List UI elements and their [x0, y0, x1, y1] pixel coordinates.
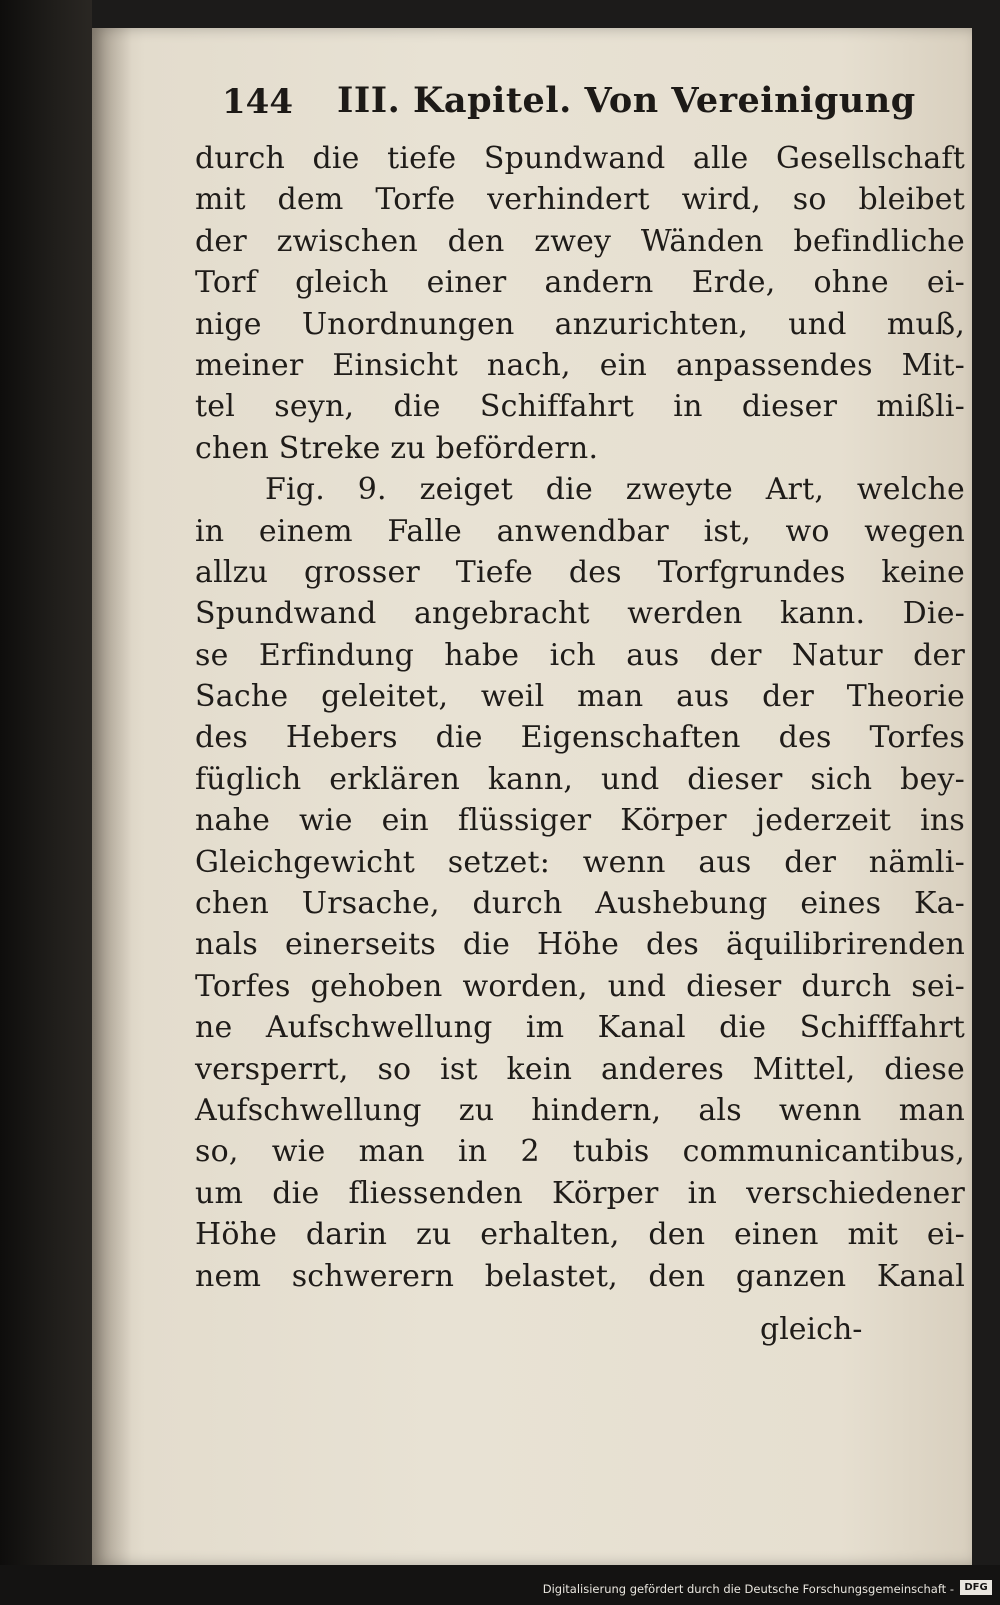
- page-header: [222, 80, 922, 130]
- digitization-credit: Digitalisierung gefördert durch die Deutsche Forschungsgemeinschaft -: [542, 1582, 954, 1596]
- text-line: nem schwerern belastet, den ganzen Kanal: [195, 1258, 965, 1294]
- text-line: nahe wie ein flüssiger Körper jederzeit ins: [195, 803, 965, 839]
- dfg-logo-icon: DFG: [960, 1580, 992, 1595]
- text-line: versperrt, so ist kein anderes Mittel, diese: [195, 1051, 965, 1087]
- text-line: des Hebers die Eigenschaften des Torfes: [195, 720, 965, 756]
- text-line: Höhe darin zu erhalten, den einen mit ei-: [195, 1217, 965, 1253]
- text-line: Torfes gehoben worden, und dieser durch sei-: [195, 968, 965, 1004]
- text-line: allzu grosser Tiefe des Torfgrundes keine: [195, 554, 965, 590]
- text-line: Sache geleitet, weil man aus der Theorie: [195, 679, 965, 715]
- text-line: nals einerseits die Höhe des äquilibrirenden: [195, 927, 965, 963]
- text-line: in einem Falle anwendbar ist, wo wegen: [195, 513, 965, 549]
- body-text: [195, 138, 965, 1297]
- scan-background: [0, 0, 92, 1605]
- text-line: so, wie man in 2 tubis communicantibus,: [195, 1134, 965, 1170]
- text-line: durch die tiefe Spundwand alle Gesellschaft: [195, 141, 965, 176]
- text-line: Gleichgewicht setzet: wenn aus der nämli-: [195, 844, 965, 880]
- text-line: tel seyn, die Schiffahrt in dieser mißli-: [195, 389, 965, 425]
- text-line: Torf gleich einer andern Erde, ohne ei-: [195, 265, 965, 301]
- text-line: um die fliessenden Körper in verschiedener: [195, 1175, 965, 1211]
- catchword: gleich-: [760, 1312, 863, 1347]
- text-line: se Erfindung habe ich aus der Natur der: [195, 637, 965, 673]
- text-line: Spundwand angebracht werden kann. Die-: [195, 596, 965, 632]
- text-line: chen Ursache, durch Aushebung eines Ka-: [195, 886, 965, 922]
- text-line: chen Streke zu befördern.: [195, 430, 599, 466]
- text-line: ne Aufschwellung im Kanal die Schifffahrt: [195, 1010, 965, 1046]
- spine-shadow: [92, 28, 132, 1565]
- text-line: Aufschwellung zu hindern, als wenn man: [195, 1092, 965, 1128]
- running-head: III. Kapitel. Von Vereinigung: [337, 80, 916, 121]
- text-line: mit dem Torfe verhindert wird, so bleibet: [195, 182, 965, 218]
- text-line: füglich erklären kann, und dieser sich bey-: [195, 761, 965, 797]
- text-line-indented: Fig. 9. zeiget die zweyte Art, welche: [265, 472, 965, 508]
- text-line: nige Unordnungen anzurichten, und muß,: [195, 306, 965, 342]
- page-number: 144: [222, 82, 293, 122]
- text-line: meiner Einsicht nach, ein anpassendes Mit-: [195, 347, 965, 383]
- text-line: der zwischen den zwey Wänden befindliche: [195, 223, 965, 259]
